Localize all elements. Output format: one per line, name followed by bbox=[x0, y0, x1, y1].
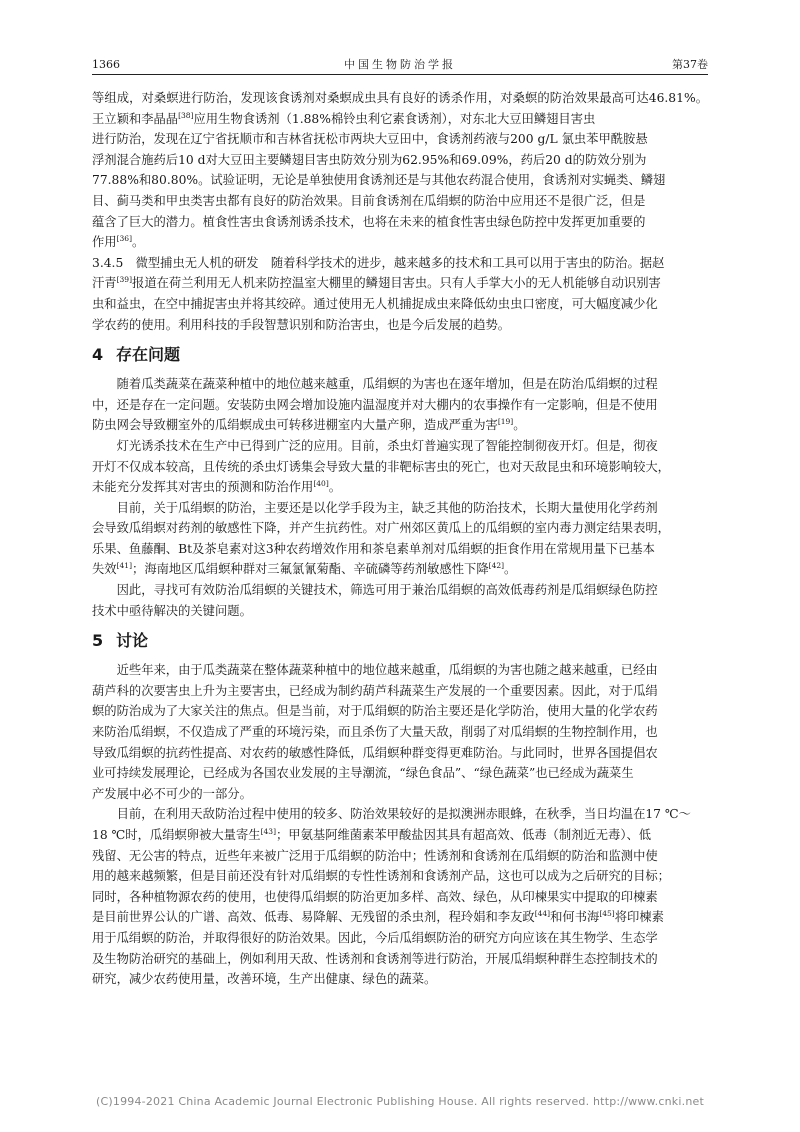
citation: [40] bbox=[313, 479, 329, 488]
section-title: 存在问题 bbox=[116, 345, 181, 365]
citation: [45] bbox=[599, 909, 615, 919]
paragraph-food-lure-continued: 等组成，对桑螟进行防治，发现该食诱剂对桑螟成虫具有良好的诱杀作用，对桑螟的防治效果最高可达46.81%。王立颖和李晶晶[38]应用生物食诱剂（1.88%棉铃虫利它素食诱剂），对东北大豆田鳞翅目害虫 进行防治，发现在辽宁省抚顺市和吉林省抚松市两块大豆田中，食诱剂药液与200 g/L 氯虫苯甲酰胺悬 浮剂混合施药后10 d对大豆田主要鳞翅目害虫防效分别为62.95%和69.09%，药后20 d的防效分别为 77.88%和80.80%。试验证明，无论是单独使用食诱剂还是与其他农药混合使用，食诱剂对实蝇类、鳞翅 目、蓟马类和甲虫类害虫都有良好的防治效果。目前食诱剂在瓜绢螟的防治中应用还不是很广泛，但是 蕴含了巨大的潜力。植食性害虫食诱剂诱杀技术，也将在未来的植食性害虫绿色防控中发挥更加重要的 作用[36]。 bbox=[92, 91, 708, 250]
citation: [41] bbox=[116, 561, 133, 571]
citation: [38] bbox=[178, 110, 194, 120]
citation: [36] bbox=[116, 234, 133, 244]
paragraph: 近些年来，由于瓜类蔬菜在整体蔬菜种植中的地位越来越重，瓜绢螟的为害也随之越来越重，已经由 葫芦科的次要害虫上升为主要害虫，已经成为制约葫芦科蔬菜生产发展的一个重要因素。因此，对于瓜绢 螟的防治成为了大家关注的焦点。但是当前，对于瓜绢螟的防治主要还是化学防治，使用大量的化学农药 来防治瓜绢螟，不仅造成了严重的环境污染，而且杀伤了大量天敌，削弱了对瓜绢螟的生物控制作用，也 导致瓜绢螟的抗药性提高、对农药的敏感性降低，瓜绢螟种群变得更难防治。与此同时，世界各国提倡农 业可持续发展理论，已经成为各国农业发展的主导潮流，“绿色食品”、“绿色蔬菜”也已经成为蔬菜生 产发展中必不可少的一部分。 bbox=[92, 663, 658, 801]
citation: [43] bbox=[260, 826, 276, 836]
section-title: 讨论 bbox=[116, 631, 149, 651]
paragraph: 随着瓜类蔬菜在蔬菜种植中的地位越来越重，瓜绢螟的为害也在逐年增加，但是在防治瓜绢螟的过程 中，还是存在一定问题。安装防虫网会增加设施内温湿度并对大棚内的农事操作有一定影响，但是不使用 防虫网会导致棚室外的瓜绢螟成虫可转移进棚室内大量产卵，造成严重为害[19]。 bbox=[92, 377, 658, 433]
citation: [44] bbox=[534, 909, 551, 919]
section-number: 4 bbox=[92, 345, 104, 365]
volume-label: 第37卷 bbox=[672, 58, 708, 71]
page-number: 1366 bbox=[92, 58, 120, 71]
citation: [42] bbox=[488, 561, 505, 571]
paragraph: 目前，关于瓜绢螟的防治，主要还是以化学手段为主，缺乏其他的防治技术，长期大量使用化学药剂 会导致瓜绢螟对药剂的敏感性下降，并产生抗药性。对广州郊区黄瓜上的瓜绢螟的室内毒力测定结果表明， 乐果、鱼藤酮、Bt及茶皂素对这3种农药增效作用和茶皂素单剂对瓜绢螟的拒食作用在常规用量下已基本 失效[41]；海南地区瓜绢螟种群对三氟氯氰菊酯、辛硫磷等药剂敏感性下降[42]。 bbox=[92, 500, 670, 577]
section-heading-4 bbox=[92, 344, 708, 366]
section-heading-5 bbox=[92, 630, 708, 652]
section-number: 5 bbox=[92, 631, 104, 651]
article-body bbox=[92, 88, 708, 990]
copyright-footer: (C)1994-2021 China Academic Journal Electronic Publishing House. All rights reserved. http://www.cnki.net bbox=[96, 1095, 704, 1108]
paragraph: 目前，在利用天敌防治过程中使用的较多、防治效果较好的是拟澳洲赤眼蜂，在秋季，当日均温在17 ℃～ 18 ℃时，瓜绢螟卵被大量寄生[43]；甲氨基阿维菌素苯甲酸盐因其具有超高效、低毒（制剂近无毒）、低 残留、无公害的特点，近些年来被广泛用于瓜绢螟的防治中；性诱剂和食诱剂在瓜绢螟的防治和监测中使 用的越来越频繁，但是目前还没有针对瓜绢螟的专性性诱剂和食诱剂产品，这也可以成为之后研究的目标； 同时，各种植物源农药的使用，也使得瓜绢螟的防治更加多样、高效、绿色，从印楝果实中提取的印楝素 是目前世界公认的广谱、高效、低毒、易降解、无残留的杀虫剂，程玲娟和李友政[44]和何书海[45]将印楝素 用于瓜绢螟的防治，并取得很好的防治效果。因此，今后瓜绢螟防治的研究方向应该在其生物学、生态学 及生物防治研究的基础上，例如利用天敌、性诱剂和食诱剂等进行防治，开展瓜绢螟种群生态控制技术的 研究，减少农药使用量，改善环境，生产出健康、绿色的蔬菜。 bbox=[92, 807, 691, 987]
paragraph: 灯光诱杀技术在生产中已得到广泛的应用。目前，杀虫灯普遍实现了智能控制彻夜开灯。但是，彻夜 开灯不仅成本较高，且传统的杀虫灯诱集会导致大量的非靶标害虫的死亡，也对天敌昆虫和环境影响较大， 未能充分发挥其对害虫的预测和防治作用[40]。 bbox=[92, 438, 670, 495]
subsection-title: 3.4.5 微型捕虫无人机的研发 bbox=[92, 255, 259, 270]
citation: [39] bbox=[116, 275, 133, 285]
paragraph: 因此，寻找可有效防治瓜绢螟的关键技术，筛选可用于兼治瓜绢螟的高效低毒药剂是瓜绢螟绿色防控 技术中亟待解决的关键问题。 bbox=[92, 583, 658, 618]
subsection-3-4-5: 3.4.5 微型捕虫无人机的研发 随着科学技术的进步，越来越多的技术和工具可以用于害虫的防治。据赵 汗青[39]报道在荷兰利用无人机来防控温室大棚里的鳞翅目害虫。只有人手掌大小的无人机能够自动识别害 虫和益虫，在空中捕捉害虫并将其绞碎。通过使用无人机捕捉成虫来降低幼虫虫口密度，可大幅度减少化 学农药的使用。利用科技的手段智慧识别和防治害虫，也是今后发展的趋势。 bbox=[92, 255, 665, 332]
citation: [19] bbox=[497, 417, 514, 427]
journal-name: 中国生物防治学报 bbox=[344, 58, 456, 71]
running-header bbox=[92, 56, 708, 75]
